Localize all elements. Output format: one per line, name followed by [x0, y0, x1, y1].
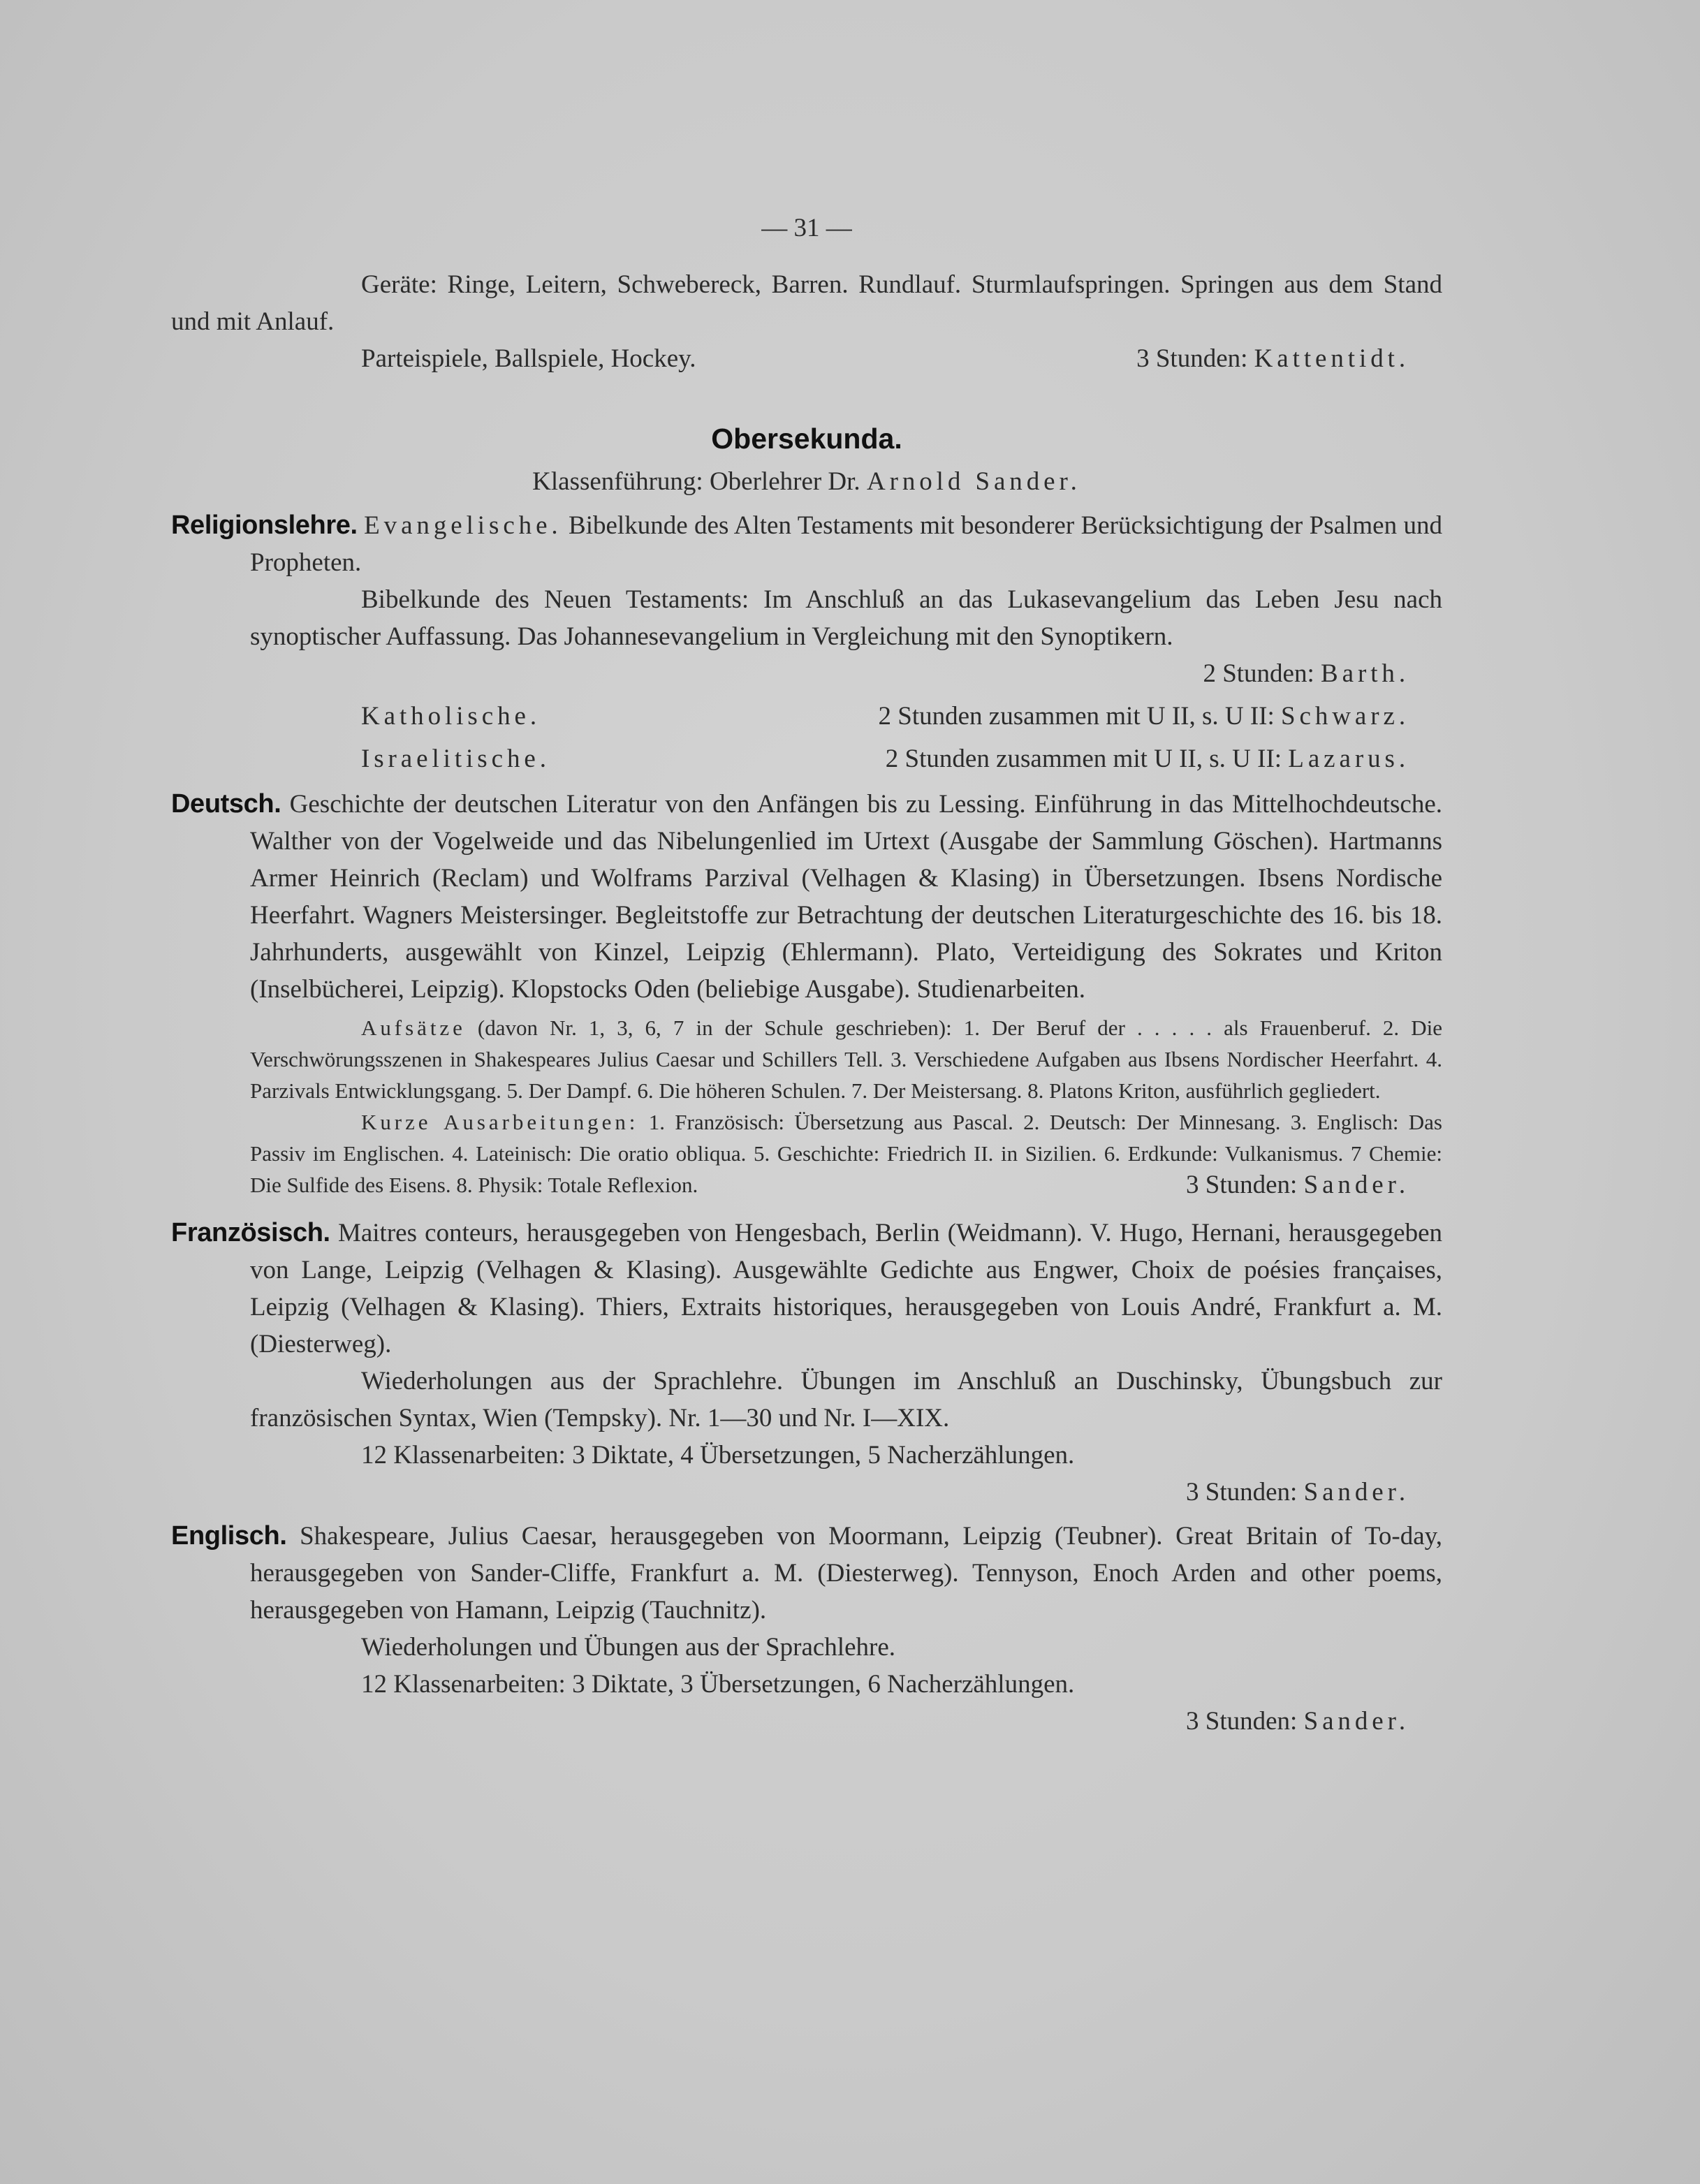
- franzoesisch-paragraph: [171, 1215, 1443, 1363]
- israelite-hours: [886, 740, 1409, 777]
- intro-hours: [1136, 340, 1409, 377]
- essays-label: Aufsätze: [361, 1016, 466, 1040]
- franzoesisch-text: Maitres conteurs, herausgegeben von Hengesbach, Berlin (Weidmann). V. Hugo, Hernani, herausgegeben von Lange, Leipzig (Velhagen & Klasing). Ausgewählte Gedichte aus Engwer, Choix de poésies françaises, Leipzig (Velhagen & Klasing). Thiers, Extraits historiques, herausgegeben von Louis André, Frankfurt a. M. (Diesterweg).: [250, 1219, 1443, 1358]
- deutsch-paragraph: [171, 786, 1443, 1008]
- religion-paragraph-1: [171, 507, 1442, 581]
- franzoesisch-hours: [250, 1474, 1442, 1511]
- intro-teacher: Kattentidt.: [1254, 344, 1409, 373]
- subject-deutsch: [171, 786, 1442, 1201]
- subject-englisch: [171, 1518, 1442, 1740]
- class-title: Obersekunda.: [711, 423, 902, 455]
- religion-text-1: Bibelkunde des Alten Testaments mit besonderer Berücksichtigung der Psalmen und Propheten.: [250, 511, 1442, 577]
- israelite-label: Israelitische.: [361, 745, 550, 773]
- subject-franzoesisch: [171, 1215, 1442, 1511]
- short-works-label: Kurze Ausarbeitungen:: [361, 1110, 639, 1134]
- englisch-grammar: Wiederholungen und Übungen aus der Sprachlehre.: [361, 1633, 895, 1662]
- franzoesisch-hours-label: 3 Stunden:: [1186, 1478, 1304, 1507]
- religion-catholic-row: [250, 698, 1442, 735]
- englisch-paragraph: [171, 1518, 1442, 1629]
- israelite-teacher: Lazarus.: [1288, 745, 1409, 773]
- religion-hours-label: 2 Stunden:: [1203, 659, 1321, 688]
- deutsch-essays: [250, 1012, 1442, 1106]
- intro-hours-label: 3 Stunden:: [1136, 344, 1254, 373]
- intro-section: [171, 266, 1442, 377]
- deutsch-label: Deutsch.: [171, 789, 281, 819]
- catholic-label: Katholische.: [361, 702, 541, 731]
- catholic-text: 2 Stunden zusammen mit U II, s. U II:: [878, 702, 1281, 731]
- intro-games: Parteispiele, Ballspiele, Hockey.: [361, 344, 696, 373]
- franzoesisch-exams: 12 Klassenarbeiten: 3 Diktate, 4 Übersetzungen, 5 Nacherzählungen.: [361, 1441, 1075, 1470]
- englisch-hours: [250, 1703, 1442, 1740]
- englisch-teacher: Sander.: [1303, 1707, 1409, 1736]
- class-lead-teacher: Arnold Sander.: [866, 467, 1081, 496]
- deutsch-text: Geschichte der deutschen Literatur von den Anfängen bis zu Lessing. Einführung in das Mittelhochdeutsche. Walther von der Vogelweide und das Nibelungenlied im Urtext (Ausgabe der Sammlung Göschen). Hartmanns Armer Heinrich (Reclam) und Wolframs Parzival (Velhagen & Klasing) in Übersetzungen. Ibsens Nordische Heerfahrt. Wagners Meistersinger. Begleitstoffe zur Betrachtung der deutschen Literaturgeschichte des 16. bis 18. Jahrhunderts, ausgewählt von Kinzel, Leipzig (Ehlermann). Plato, Verteidigung des Sokrates und Kriton (Inselbücherei, Leipzig). Klopstocks Oden (beliebige Ausgabe). Studienarbeiten.: [250, 790, 1443, 1004]
- deutsch-hours-label: 3 Stunden:: [1186, 1171, 1304, 1199]
- englisch-text: Shakespeare, Julius Caesar, herausgegeben von Moormann, Leipzig (Teubner). Great Britain of To-day, herausgegeben von Sander-Cliffe, Frankfurt a. M. (Diesterweg). Tennyson, Enoch Arden and other poems, herausgegeben von Hamann, Leipzig (Tauchnitz).: [250, 1522, 1442, 1625]
- class-lead-prefix: Klassenführung: Oberlehrer Dr.: [532, 467, 867, 496]
- religion-israelite-row: [250, 740, 1442, 777]
- franzoesisch-label: Französisch.: [171, 1218, 330, 1247]
- englisch-hours-label: 3 Stunden:: [1186, 1707, 1304, 1736]
- page-content: [171, 210, 1442, 1740]
- religion-denomination: Evangelische.: [364, 511, 562, 540]
- deutsch-hours: [1075, 1169, 1442, 1201]
- englisch-label: Englisch.: [171, 1521, 287, 1551]
- deutsch-short-works: [250, 1106, 1442, 1201]
- englisch-exams: 12 Klassenarbeiten: 3 Diktate, 3 Übersetzungen, 6 Nacherzählungen.: [361, 1670, 1075, 1699]
- religion-paragraph-2: [250, 581, 1442, 688]
- class-lead: [171, 463, 1442, 500]
- religion-text-2: Bibelkunde des Neuen Testaments: Im Anschluß an das Lukasevangelium das Leben Jesu nach synoptischer Auffassung. Das Johannesevangelium in Vergleichung mit den Synoptikern.: [250, 585, 1442, 651]
- short-works-text: 1. Französisch: Übersetzung aus Pascal. 2. Deutsch: Der Minnesang. 3. Englisch: Das Passiv im Englischen. 4. Lateinisch: Die oratio obliqua. 5. Geschichte: Friedrich II. in Sizilien. 6. Erdkunde: Vulkanismus. 7 Chemie: Die Sulfide des Eisens. 8. Physik: Totale Reflexion.: [250, 1110, 1442, 1197]
- catholic-teacher: Schwarz.: [1281, 702, 1409, 731]
- israelite-text: 2 Stunden zusammen mit U II, s. U II:: [885, 745, 1289, 773]
- religion-hours: [1092, 655, 1442, 692]
- religion-teacher: Barth.: [1321, 659, 1409, 688]
- page-number: — 31 —: [761, 214, 852, 242]
- intro-paragraph: Geräte: Ringe, Leitern, Schwebereck, Barren. Rundlauf. Sturmlaufspringen. Springen aus dem Stand und mit Anlauf.: [171, 270, 1442, 336]
- franzoesisch-grammar: Wiederholungen aus der Sprachlehre. Übungen im Anschluß an Duschinsky, Übungsbuch zur französischen Syntax, Wien (Tempsky). Nr. 1—30 und Nr. I—XIX.: [250, 1367, 1442, 1432]
- franzoesisch-teacher: Sander.: [1303, 1478, 1409, 1507]
- subject-religion: [171, 507, 1442, 777]
- religion-label: Religionslehre.: [171, 511, 358, 540]
- intro-hours-row: [171, 340, 1442, 377]
- deutsch-teacher: Sander.: [1303, 1171, 1409, 1199]
- essays-text: (davon Nr. 1, 3, 6, 7 in der Schule geschrieben): 1. Der Beruf der . . . . . als Frauenberuf. 2. Die Verschwörungsszenen in Shakespeares Julius Caesar und Schillers Tell. 3. Verschiedene Aufgaben aus Ibsens Nordischer Heerfahrt. 4. Parzivals Entwicklungsgang. 5. Der Dampf. 6. Die höheren Schulen. 7. Der Meistersang. 8. Platons Kriton, ausführlich gegliedert.: [250, 1016, 1442, 1103]
- catholic-hours: [879, 698, 1410, 735]
